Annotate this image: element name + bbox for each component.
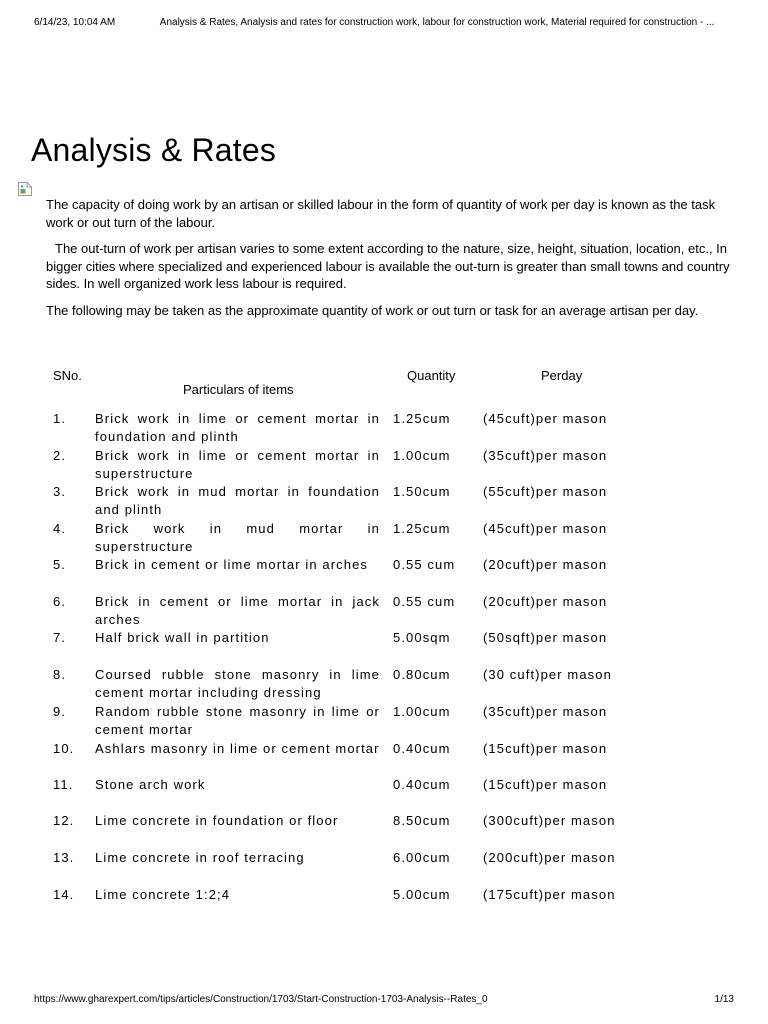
row-particulars: Brick work in mud mortar in superstructure [95, 521, 380, 554]
row-particulars: Half brick wall in partition [95, 630, 270, 645]
broken-image-icon [17, 181, 33, 197]
row-perday: (45cuft)per mason [483, 411, 608, 426]
row-perday: (20cuft)per mason [483, 557, 608, 572]
row-sno: 11. [53, 777, 74, 792]
row-quantity: 1.00cum [393, 448, 451, 463]
row-perday: (300cuft)per mason [483, 813, 616, 828]
row-particulars: Ashlars masonry in lime or cement mortar [95, 741, 380, 756]
page-number: 1/13 [714, 994, 734, 1005]
row-perday: (35cuft)per mason [483, 448, 608, 463]
intro-paragraph-2: The out-turn of work per artisan varies to some extent according to the nature, size, height, situation, location, etc., In bigger cities where specialized and experienced labour is available the out-turn is greater than small towns and country sides. In well organized work less labour is required. [46, 241, 730, 291]
row-quantity: 0.55 cum [393, 557, 456, 572]
row-particulars: Lime concrete in roof terracing [95, 850, 305, 865]
row-sno: 12. [53, 813, 75, 828]
row-sno: 5. [53, 557, 67, 572]
header-perday: Perday [541, 368, 583, 383]
row-quantity: 1.00cum [393, 704, 451, 719]
print-url: https://www.gharexpert.com/tips/articles/Construction/1703/Start-Construction-1703-Analysis--Rates_0 [34, 994, 488, 1005]
row-sno: 2. [53, 448, 67, 463]
intro-paragraph-1: The capacity of doing work by an artisan or skilled labour in the form of quantity of work per day is known as the task work or out turn of the labour. [46, 197, 716, 230]
print-date: 6/14/23, 10:04 AM [34, 17, 116, 28]
intro-text [46, 196, 736, 328]
row-sno: 3. [53, 484, 67, 499]
row-quantity: 0.80cum [393, 667, 451, 682]
outturn-table [53, 368, 673, 902]
row-sno: 1. [53, 411, 67, 426]
row-sno: 13. [53, 850, 75, 865]
row-particulars: Brick work in lime or cement mortar in foundation and plinth [95, 411, 380, 444]
row-particulars: Random rubble stone masonry in lime or cement mortar [95, 704, 380, 737]
row-sno: 6. [53, 594, 67, 609]
row-sno: 10. [53, 741, 75, 756]
row-perday: (50sqft)per mason [483, 630, 608, 645]
row-particulars: Brick work in lime or cement mortar in superstructure [95, 448, 380, 481]
row-particulars: Lime concrete 1:2;4 [95, 887, 231, 902]
print-document-title: Analysis & Rates, Analysis and rates for construction work, labour for construction work, Material required for construction - ... [159, 17, 715, 28]
row-perday: (55cuft)per mason [483, 484, 608, 499]
page-title: Analysis & Rates [31, 132, 277, 168]
row-particulars: Lime concrete in foundation or floor [95, 813, 339, 828]
table-header [53, 368, 673, 412]
row-quantity: 5.00cum [393, 887, 451, 902]
row-particulars: Coursed rubble stone masonry in lime cement mortar including dressing [95, 667, 380, 700]
row-particulars: Brick work in mud mortar in foundation and plinth [95, 484, 380, 517]
print-footer [34, 994, 734, 1005]
row-sno: 8. [53, 667, 67, 682]
row-quantity: 1.50cum [393, 484, 451, 499]
row-sno: 9. [53, 704, 67, 719]
header-quantity: Quantity [407, 368, 456, 383]
row-sno: 4. [53, 521, 67, 536]
row-particulars: Brick in cement or lime mortar in jack arches [95, 594, 380, 627]
row-quantity: 5.00sqm [393, 630, 451, 645]
row-quantity: 1.25cum [393, 521, 451, 536]
row-quantity: 1.25cum [393, 411, 451, 426]
row-perday: (20cuft)per mason [483, 594, 608, 609]
row-perday: (30 cuft)per mason [483, 667, 612, 682]
intro-paragraph-3: The following may be taken as the approximate quantity of work or out turn or task for an average artisan per day. [46, 302, 699, 318]
row-sno: 7. [53, 630, 67, 645]
row-perday: (35cuft)per mason [483, 704, 608, 719]
header-sno: SNo. [53, 368, 82, 383]
row-perday: (15cuft)per mason [483, 741, 608, 756]
row-quantity: 0.40cum [393, 741, 451, 756]
row-quantity: 6.00cum [393, 850, 451, 865]
row-perday: (200cuft)per mason [483, 850, 616, 865]
row-perday: (15cuft)per mason [483, 777, 608, 792]
row-quantity: 0.55 cum [393, 594, 456, 609]
row-particulars: Brick in cement or lime mortar in arches [95, 557, 369, 572]
row-perday: (45cuft)per mason [483, 521, 608, 536]
row-sno: 14. [53, 887, 75, 902]
row-quantity: 8.50cum [393, 813, 451, 828]
row-particulars: Stone arch work [95, 777, 206, 792]
row-perday: (175cuft)per mason [483, 887, 616, 902]
print-header [34, 17, 734, 28]
row-quantity: 0.40cum [393, 777, 451, 792]
header-particulars: Particulars of items [183, 382, 294, 397]
